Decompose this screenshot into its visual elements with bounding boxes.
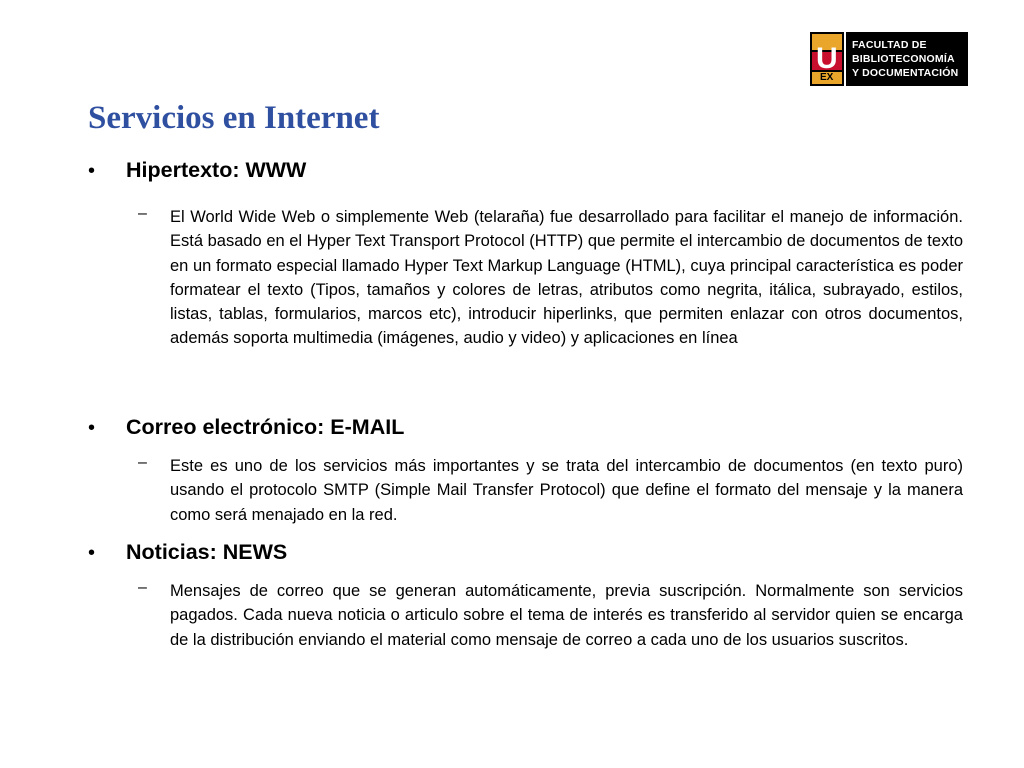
bullet-item (88, 158, 968, 183)
university-logo-mark (810, 32, 844, 86)
section-heading: Hipertexto: WWW (126, 158, 307, 182)
bullet-marker: • (88, 160, 96, 182)
dash-marker: – (138, 205, 147, 222)
bullet-marker: • (88, 417, 96, 439)
faculty-logo (810, 32, 968, 86)
bullet-marker: • (88, 542, 96, 564)
sub-item (138, 579, 968, 652)
faculty-name-line-2: BIBLIOTECONOMÍA (852, 53, 955, 65)
logo-sub: EX (820, 72, 834, 83)
dash-marker: – (138, 454, 147, 471)
section-description: Este es uno de los servicios más importantes y se trata del intercambio de documentos (en texto puro) usando el protocolo SMTP (Simple Mail Transfer Protocol) que define el formato del mensaje y la manera como será menajado en la red. (170, 457, 963, 524)
sub-item (138, 205, 968, 351)
section-description: Mensajes de correo que se generan automáticamente, previa suscripción. Normalmente son servicios pagados. Cada nueva noticia o articulo sobre el tema de interés es transferido al servidor quien se encarga de la distribución enviando el material como mensaje de correo a cada uno de los usuarios suscritos. (170, 582, 963, 649)
faculty-name-line-1: FACULTAD DE (852, 39, 927, 51)
faculty-name (846, 32, 968, 86)
section-hypertext (88, 158, 968, 351)
bullet-item (88, 415, 968, 440)
section-email (88, 415, 968, 527)
section-news (88, 540, 968, 652)
section-heading: Correo electrónico: E-MAIL (126, 415, 405, 439)
section-description: El World Wide Web o simplemente Web (telaraña) fue desarrollado para facilitar el manejo de información. Está basado en el Hyper Text Transport Protocol (HTTP) que permite el intercambio de documentos de texto en un formato especial llamado Hyper Text Markup Language (HTML), cuya principal característica es poder formatear el texto (Tipos, tamaños y colores de letras, atributos como negrita, itálica, subrayado, estilos, listas, tablas, formularios, marcos etc), introducir hiperlinks, que permiten enlazar con otros documentos, además soporta multimedia (imágenes, audio y video) y aplicaciones en línea (170, 208, 964, 348)
dash-marker: – (138, 579, 147, 596)
logo-letter: U (816, 42, 838, 75)
faculty-name-line-3: Y DOCUMENTACIÓN (852, 67, 959, 79)
section-heading: Noticias: NEWS (126, 540, 288, 564)
slide-title: Servicios en Internet (88, 100, 380, 136)
sub-item (138, 454, 968, 527)
bullet-item (88, 540, 968, 565)
